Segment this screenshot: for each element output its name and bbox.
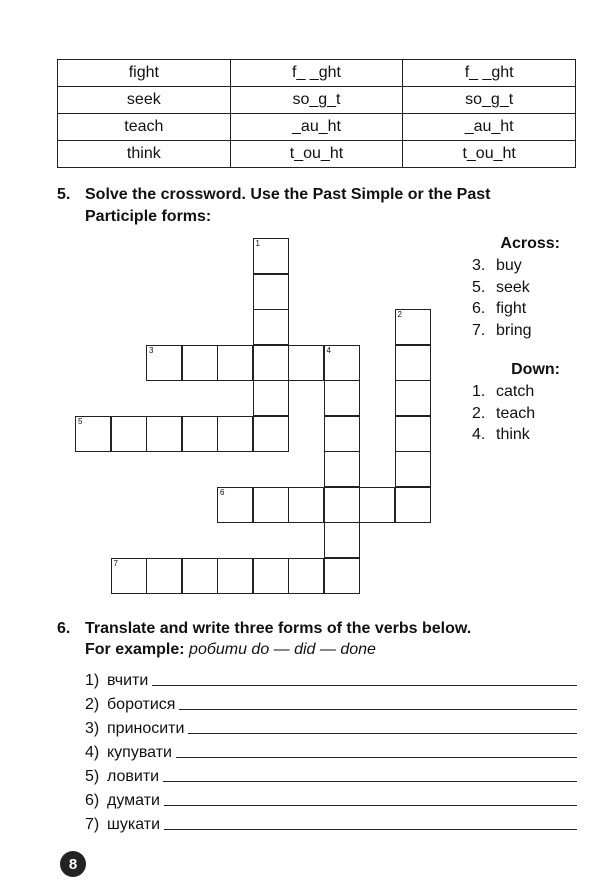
answer-line[interactable] <box>164 805 577 806</box>
crossword-cell[interactable] <box>217 416 253 452</box>
cell-number: 2 <box>397 310 402 319</box>
crossword-cell[interactable] <box>182 345 218 381</box>
list-item: 6. fight <box>472 300 527 317</box>
answer-line[interactable] <box>152 685 577 686</box>
example-line <box>85 640 376 660</box>
down-clues <box>472 359 560 446</box>
cell-number: 4 <box>326 345 331 355</box>
crossword-cell[interactable] <box>395 380 431 416</box>
crossword-cell[interactable] <box>395 487 431 523</box>
crossword-cell[interactable] <box>253 487 289 523</box>
exercise-instruction: Solve the crossword. Use the Past Simple or the Past <box>85 186 491 203</box>
list-item: 5. seek <box>472 278 530 296</box>
list-item: 4) купувати <box>85 738 577 762</box>
list-item: 1) вчити <box>85 666 577 690</box>
list-item: 7) шукати <box>85 810 577 834</box>
cell-number: 3 <box>149 345 154 355</box>
crossword-cell[interactable] <box>217 345 253 381</box>
crossword-cell[interactable] <box>217 558 253 594</box>
answer-line[interactable] <box>176 757 577 758</box>
crossword-cell[interactable] <box>395 451 431 487</box>
crossword-cell[interactable] <box>146 416 182 452</box>
cell-number: 5 <box>78 416 83 426</box>
down-heading: Down: <box>511 361 560 378</box>
crossword-cell[interactable] <box>75 416 111 452</box>
crossword-cell[interactable] <box>324 416 360 452</box>
crossword-cell[interactable] <box>146 345 182 381</box>
crossword-cell[interactable] <box>253 416 289 452</box>
crossword-cell[interactable] <box>182 416 218 452</box>
example-label: For example: <box>85 641 185 658</box>
example-text: робити do — did — done <box>189 641 376 658</box>
list-item: 2. teach <box>472 404 536 422</box>
list-item: 6) думати <box>85 786 577 810</box>
exercise-instruction-cont: Participle forms: <box>85 208 212 225</box>
crossword-cell[interactable] <box>253 345 289 381</box>
table-cell: seek <box>58 87 231 114</box>
crossword-cell[interactable] <box>182 558 218 594</box>
answer-line[interactable] <box>163 781 577 782</box>
table-cell[interactable]: _au_ht <box>230 114 403 141</box>
crossword-cell[interactable] <box>324 487 360 523</box>
table-cell: fight <box>58 60 231 87</box>
list-item: 1. catch <box>472 383 535 400</box>
crossword-cell[interactable] <box>324 522 360 558</box>
answer-line[interactable] <box>179 709 577 710</box>
crossword-cell[interactable] <box>253 309 289 345</box>
crossword-cell[interactable] <box>146 558 182 594</box>
crossword-cell[interactable] <box>324 345 360 381</box>
exercise-6-title <box>57 618 471 640</box>
table-cell[interactable]: f_ _ght <box>230 60 403 87</box>
crossword-cell[interactable] <box>111 558 147 594</box>
crossword-cell[interactable] <box>395 345 431 381</box>
exercise-number: 5. <box>57 186 71 203</box>
list-item: 7. bring <box>472 321 532 339</box>
list-item: 4. think <box>472 426 530 443</box>
crossword-cell[interactable] <box>324 380 360 416</box>
translation-list <box>85 666 577 834</box>
page-number-badge <box>60 851 86 877</box>
crossword-cell[interactable] <box>395 309 431 345</box>
answer-line[interactable] <box>188 733 577 734</box>
crossword-cell[interactable] <box>288 345 324 381</box>
list-item: 5) ловити <box>85 762 577 786</box>
table-cell[interactable]: t_ou_ht <box>230 141 403 168</box>
table-cell[interactable]: so_g_t <box>403 87 576 114</box>
table-cell: teach <box>58 114 231 141</box>
exercise-number: 6. <box>57 620 71 637</box>
crossword-cell[interactable] <box>253 238 289 274</box>
crossword-cell[interactable] <box>253 274 289 310</box>
crossword-cell[interactable] <box>288 487 324 523</box>
cell-number: 6 <box>220 487 225 497</box>
list-item: 3) приносити <box>85 714 577 738</box>
crossword-cell[interactable] <box>217 487 253 523</box>
table-cell: think <box>58 141 231 168</box>
crossword-cell[interactable] <box>111 416 147 452</box>
cell-number: 1 <box>255 239 260 248</box>
crossword-cell[interactable] <box>253 380 289 416</box>
table-cell[interactable]: t_ou_ht <box>403 141 576 168</box>
list-item: 2) боротися <box>85 690 577 714</box>
answer-line[interactable] <box>164 829 577 830</box>
crossword-cell[interactable] <box>288 558 324 594</box>
crossword-cell[interactable] <box>253 558 289 594</box>
crossword-cell[interactable] <box>324 451 360 487</box>
table-cell[interactable]: so_g_t <box>230 87 403 114</box>
crossword-cell[interactable] <box>359 487 395 523</box>
table-cell[interactable]: _au_ht <box>403 114 576 141</box>
table-cell[interactable]: f_ _ght <box>403 60 576 87</box>
exercise-instruction: Translate and write three forms of the verbs below. <box>85 620 472 637</box>
page-number: 8 <box>68 855 78 873</box>
across-clues <box>472 233 560 341</box>
across-heading: Across: <box>500 235 560 252</box>
crossword-cell[interactable] <box>324 558 360 594</box>
crossword-cell[interactable] <box>395 416 431 452</box>
cell-number: 7 <box>113 558 118 568</box>
list-item: 3. buy <box>472 257 522 274</box>
